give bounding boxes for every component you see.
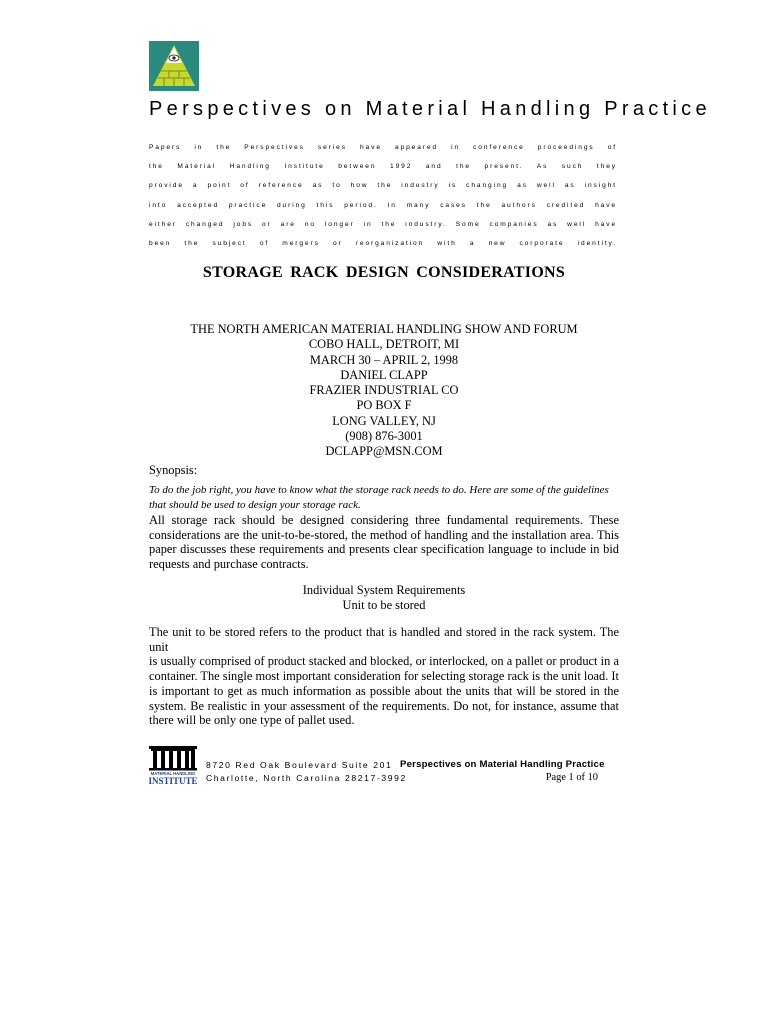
paragraph-line: paper discusses these requirements and presents clear specification language to include in bid <box>149 542 619 557</box>
conference-venue: COBO HALL, DETROIT, MI <box>308 337 460 352</box>
section-heading <box>149 583 619 614</box>
pyramid-eye-logo-icon <box>149 41 199 91</box>
paragraph-line: system. Be realistic in your assessment of the requirements. Do not, for instance, assume that <box>149 698 619 713</box>
paragraph-line: container. The single most important consideration for selecting storage rack is the unit load. It <box>149 669 619 684</box>
author-email: DCLAPP@MSN.COM <box>325 444 443 459</box>
conference-name: THE NORTH AMERICAN MATERIAL HANDLING SHOW AND FORUM <box>190 322 578 336</box>
page-number: Page 1 of 10 <box>545 771 598 783</box>
footer-series-name: Perspectives on Material Handling Practice <box>400 759 605 770</box>
document-title: STORAGE RACK DESIGN CONSIDERATIONS <box>202 264 566 281</box>
footer-address-line1: 8720 Red Oak Boulevard Suite 201 <box>206 760 393 770</box>
footer-series-info <box>400 759 605 784</box>
conference-info <box>149 322 619 460</box>
building-columns-logo-icon <box>148 746 198 786</box>
intro-line: provide a point of reference as to how the industry is changing as well as insight <box>149 182 617 190</box>
series-intro <box>149 138 617 253</box>
intro-line: either changed jobs or are no longer in the industry. Some companies as well have <box>149 220 617 228</box>
footer-address <box>206 759 407 784</box>
series-title: Perspectives on Material Handling Practice <box>149 98 711 120</box>
footer-logo-text-line1: MATERIAL HANDLING <box>150 771 196 776</box>
synopsis-label: Synopsis: <box>149 463 198 477</box>
footer-logo-text-line2: INSTITUTE <box>148 776 198 786</box>
paragraph-line: requests and purchase contracts. <box>149 557 309 572</box>
author-phone: (908) 876-3001 <box>345 429 423 444</box>
author-name: DANIEL CLAPP <box>340 367 428 382</box>
paragraph-requirements <box>149 513 619 572</box>
paragraph-unit-to-be-stored <box>149 625 619 728</box>
paragraph-line: is usually comprised of product stacked and blocked, or interlocked, on a pallet or product in a <box>149 654 619 669</box>
author-company: FRAZIER INDUSTRIAL CO <box>309 383 459 398</box>
footer-address-line2: Charlotte, North Carolina 28217-3992 <box>206 772 407 783</box>
intro-line: Papers in the Perspectives series have appeared in conference proceedings of <box>149 144 617 151</box>
section-subtitle: Unit to be stored <box>342 598 426 613</box>
intro-line: been the subject of mergers or reorganization with a new corporate identity. <box>149 240 617 248</box>
author-city: LONG VALLEY, NJ <box>332 413 436 428</box>
intro-line: into accepted practice during this period. In many cases the authors credited have <box>149 201 617 209</box>
author-po-box: PO BOX F <box>356 398 412 413</box>
synopsis-text: To do the job right, you have to know what the storage rack needs to do. Here are some of the guidelines that should be used to design your storage rack. <box>149 484 609 511</box>
intro-line: the Material Handling Institute between 1992 and the present. As such they <box>149 163 617 171</box>
paragraph-line: there will be only one type of pallet used. <box>149 713 355 728</box>
paragraph-line: is important to get as much information as possible about the units that will be stored in the <box>149 683 619 698</box>
section-title: Individual System Requirements <box>302 583 466 597</box>
conference-dates: MARCH 30 – APRIL 2, 1998 <box>309 352 459 367</box>
paragraph-line: All storage rack should be designed considering three fundamental requirements. These <box>149 513 619 527</box>
paragraph-line: The unit to be stored refers to the product that is handled and stored in the rack system. The unit <box>149 625 619 654</box>
paragraph-line: considerations are the unit-to-be-stored, the method of handling and the installation area. This <box>149 527 619 542</box>
